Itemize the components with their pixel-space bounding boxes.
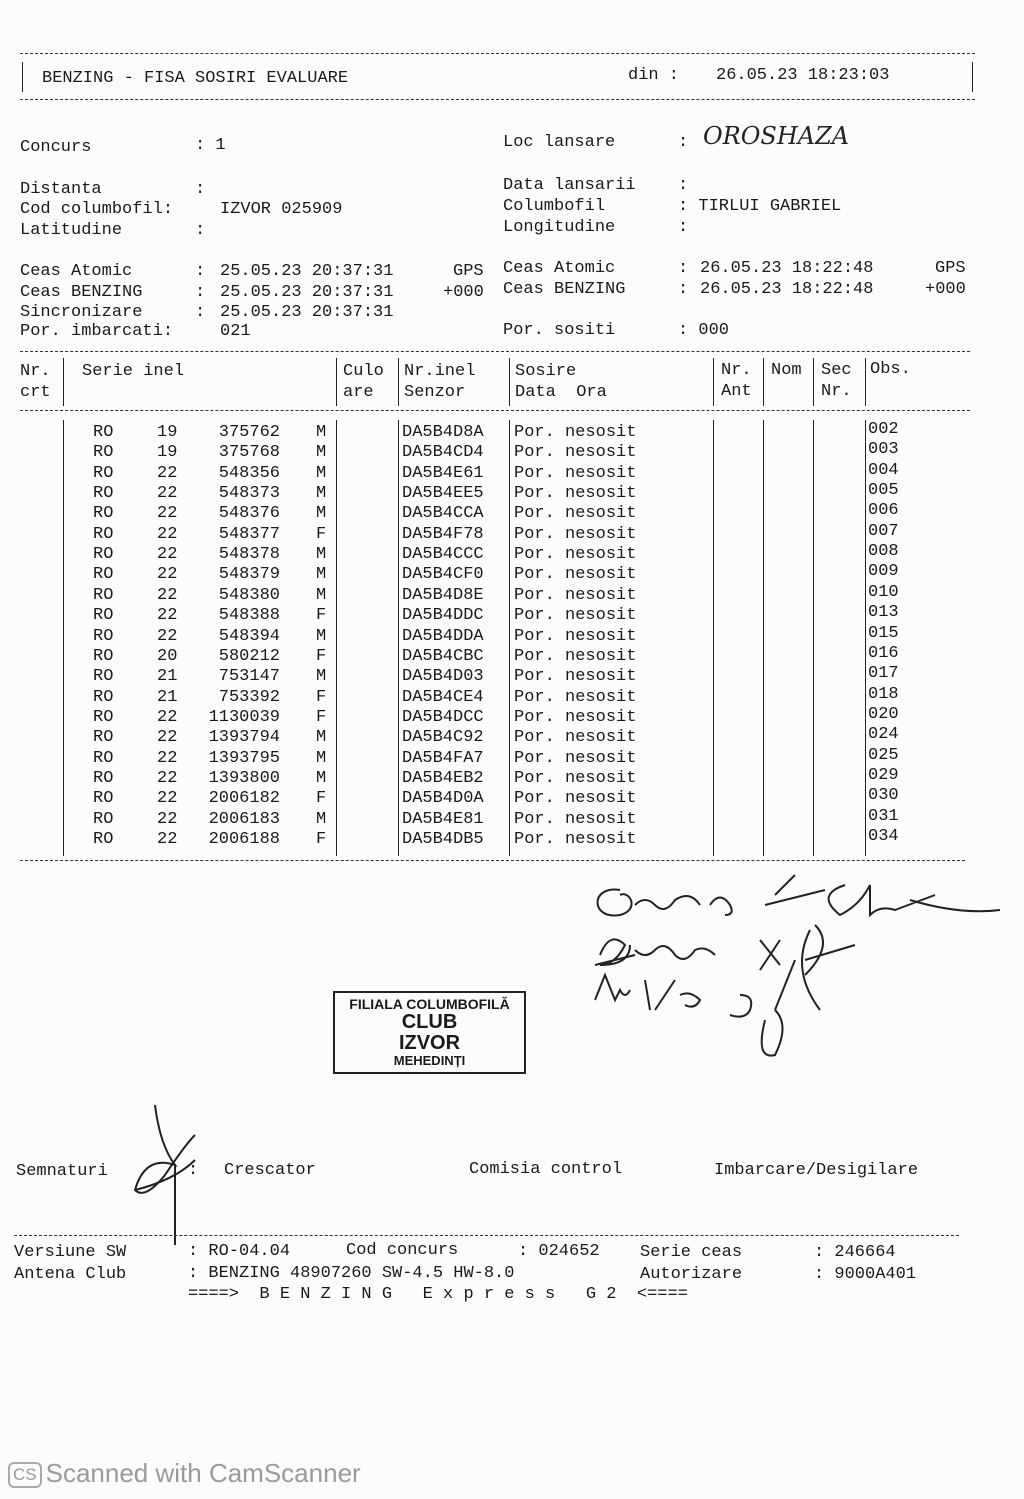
ring-year: 22	[157, 524, 178, 544]
ring-year: 22	[157, 463, 178, 483]
clock-sep: :	[195, 262, 206, 281]
sex: M	[316, 585, 327, 605]
columbofil-value: : TIRLUI GABRIEL	[678, 197, 842, 216]
clock-suffix: +000	[925, 279, 966, 299]
columbofil-name: TIRLUI GABRIEL	[698, 197, 842, 216]
arrival-status: Por. nesosit	[514, 606, 637, 626]
obs-value: 009	[868, 562, 899, 582]
table-row	[0, 542, 1000, 565]
clock-value: 25.05.23 20:37:31	[220, 262, 394, 281]
antena-value: : BENZING 48907260 SW-4.5 HW-8.0	[188, 1264, 515, 1283]
table-border-top	[20, 351, 970, 352]
ring-number: 548378	[218, 545, 280, 565]
sex: F	[316, 707, 327, 727]
footer-separator	[14, 1235, 959, 1236]
table-row	[0, 786, 1000, 809]
obs-value: 008	[868, 542, 899, 562]
arrival-status: Por. nesosit	[514, 524, 637, 544]
sensor-id: DA5B4D0A	[402, 789, 484, 809]
arrival-status: Por. nesosit	[514, 748, 637, 768]
obs-value: 010	[868, 582, 899, 602]
ring-country: RO	[93, 809, 114, 829]
ring-number: 548394	[218, 626, 280, 646]
th-sec: Sec	[821, 361, 852, 380]
arrival-status: Por. nesosit	[514, 565, 637, 585]
sositi-number: 000	[698, 321, 730, 340]
table-border-bottom	[20, 860, 965, 861]
th-nom: Nom	[771, 361, 802, 380]
th-senzor: Senzor	[404, 383, 466, 402]
clock-label: Ceas BENZING	[503, 279, 626, 299]
header-border-bottom	[20, 99, 975, 100]
autorizare-value: : 9000A401	[814, 1265, 917, 1284]
ring-country: RO	[93, 646, 114, 666]
semnaturi-sep: :	[188, 1161, 199, 1180]
benzing-express-banner: ====> B E N Z I N G E x p r e s s G 2 <====	[188, 1285, 688, 1304]
ring-country: RO	[93, 768, 114, 788]
sensor-id: DA5B4D8E	[402, 585, 484, 605]
ring-country: RO	[93, 728, 114, 748]
sensor-id: DA5B4DB5	[402, 830, 484, 849]
versiune-label: Versiune SW	[14, 1243, 127, 1262]
obs-value: 015	[868, 623, 899, 643]
concurs-value: : 1	[195, 136, 226, 155]
cod-columbofil-value: IZVOR 025909	[220, 200, 343, 219]
sex: M	[316, 484, 327, 504]
distanta-sep: :	[195, 180, 206, 199]
column-divider-sec	[865, 358, 866, 406]
sex: M	[316, 728, 327, 748]
sensor-id: DA5B4CE4	[402, 687, 484, 707]
ring-year: 22	[157, 565, 178, 585]
longitudine-sep: :	[678, 218, 689, 237]
ring-number: 375762	[218, 423, 280, 442]
obs-value: 034	[868, 827, 899, 846]
clock-label: Sincronizare	[20, 303, 143, 322]
ring-country: RO	[93, 463, 114, 483]
table-row	[0, 521, 1000, 545]
table-header-separator	[20, 410, 970, 411]
column-divider-nom	[813, 358, 814, 406]
concurs-number: 1	[215, 136, 226, 155]
arrival-status: Por. nesosit	[514, 626, 637, 646]
data-lansarii-sep: :	[678, 176, 689, 195]
versiune-value: : RO-04.04	[188, 1242, 291, 1261]
ring-number: 580212	[218, 646, 280, 666]
sensor-id: DA5B4CD4	[402, 443, 484, 463]
th-crt: crt	[20, 383, 51, 402]
obs-value: 031	[868, 806, 899, 826]
sensor-id: DA5B4CBC	[402, 646, 484, 666]
ring-country: RO	[93, 504, 114, 524]
clock-sep: :	[195, 303, 206, 322]
ring-year: 22	[157, 484, 178, 504]
ring-year: 21	[157, 667, 178, 687]
ring-number: 2006188	[208, 830, 280, 849]
ring-number: 548377	[218, 524, 280, 544]
obs-value: 025	[868, 745, 899, 765]
ring-country: RO	[93, 585, 114, 605]
ring-year: 21	[157, 687, 178, 707]
sensor-id: DA5B4E61	[402, 463, 484, 483]
sensor-id: DA5B4EB2	[402, 768, 484, 788]
th-obs: Obs.	[870, 360, 911, 379]
camscanner-text: Scanned with CamScanner	[45, 1458, 361, 1488]
th-nr: Nr.	[20, 362, 51, 381]
sex: M	[316, 423, 327, 442]
document-title: BENZING - FISA SOSIRI EVALUARE	[42, 69, 349, 88]
th-nr-inel: Nr.inel	[404, 362, 476, 381]
obs-value: 006	[868, 501, 899, 521]
obs-value: 003	[868, 440, 899, 460]
din-label: din :	[628, 66, 680, 85]
sex: M	[316, 463, 327, 483]
sex: M	[316, 667, 327, 687]
table-row	[0, 745, 1000, 769]
clock-suffix: +000	[443, 282, 484, 302]
cod-concurs-value: : 024652	[518, 1242, 600, 1261]
column-divider-serie	[336, 358, 337, 406]
ring-country: RO	[93, 423, 114, 442]
arrival-status: Por. nesosit	[514, 687, 637, 707]
ring-year: 22	[157, 707, 178, 727]
column-divider-senzor	[509, 358, 510, 406]
ring-year: 22	[157, 728, 178, 748]
sex: M	[316, 504, 327, 524]
sex: F	[316, 646, 327, 666]
th-serie-inel: Serie inel	[82, 362, 185, 381]
semnaturi-label: Semnaturi	[16, 1162, 108, 1181]
ring-year: 22	[157, 626, 178, 646]
sex: F	[316, 606, 327, 626]
stamp-line-3: IZVOR	[398, 1032, 461, 1054]
ring-country: RO	[93, 443, 114, 463]
arrival-status: Por. nesosit	[514, 809, 637, 829]
obs-value: 020	[868, 704, 899, 724]
ring-year: 19	[157, 423, 178, 442]
table-row	[0, 603, 1000, 626]
sensor-id: DA5B4DDA	[402, 626, 484, 646]
print-datetime: 26.05.23 18:23:03	[716, 66, 890, 85]
clock-label: Ceas Atomic	[20, 262, 133, 281]
obs-value: 017	[868, 664, 899, 684]
sositi-value: : 000	[678, 321, 730, 340]
arrival-status: Por. nesosit	[514, 504, 637, 524]
cod-concurs-label: Cod concurs	[346, 1241, 459, 1260]
ring-number: 548356	[218, 463, 280, 483]
table-row	[0, 806, 1000, 830]
arrival-status: Por. nesosit	[514, 646, 637, 666]
table-row	[0, 704, 1000, 728]
imbarcati-label: Por. imbarcati:	[20, 322, 174, 341]
ring-number: 548373	[218, 484, 280, 504]
cod-columbofil-label: Cod columbofil:	[20, 200, 174, 219]
ring-year: 22	[157, 606, 178, 626]
obs-value: 029	[868, 765, 899, 785]
ring-country: RO	[93, 687, 114, 707]
loc-lansare-handwritten: OROSHAZA	[703, 122, 850, 150]
obs-value: 013	[868, 603, 899, 623]
ring-number: 548388	[218, 606, 280, 626]
crescator-label: Crescator	[224, 1161, 316, 1180]
sex: M	[316, 748, 327, 768]
arrival-status: Por. nesosit	[514, 707, 637, 727]
ring-number: 753392	[218, 687, 280, 707]
column-divider-culoare	[398, 358, 399, 406]
imbarcare-label: Imbarcare/Desigilare	[714, 1161, 919, 1180]
data-lansarii-label: Data lansarii	[503, 176, 636, 195]
sex: M	[316, 443, 327, 463]
table-row	[0, 501, 1000, 524]
sex: F	[316, 830, 327, 849]
loc-lansare-label: Loc lansare	[503, 133, 616, 152]
th-nr-ant: Nr.	[721, 361, 752, 380]
sensor-id: DA5B4CF0	[402, 565, 484, 585]
ring-year: 22	[157, 748, 178, 768]
ring-number: 2006182	[208, 789, 280, 809]
loc-sep: :	[678, 133, 689, 152]
table-row	[0, 643, 1000, 667]
sensor-id: DA5B4D03	[402, 667, 484, 687]
ring-year: 19	[157, 443, 178, 463]
table-row	[0, 420, 1000, 443]
arrival-status: Por. nesosit	[514, 585, 637, 605]
ring-country: RO	[93, 830, 114, 849]
ring-number: 1393795	[208, 748, 280, 768]
obs-value: 002	[868, 420, 899, 439]
header-border-left	[22, 62, 23, 92]
header-border-top	[20, 53, 975, 54]
column-divider-nr	[63, 358, 64, 406]
th-ant: Ant	[721, 382, 752, 401]
ring-number: 1393800	[208, 768, 280, 788]
table-row	[0, 684, 1000, 708]
latitudine-label: Latitudine	[20, 221, 123, 240]
ring-number: 548379	[218, 565, 280, 585]
ring-country: RO	[93, 606, 114, 626]
sensor-id: DA5B4F78	[402, 524, 484, 544]
ring-number: 548380	[218, 585, 280, 605]
clock-value: 26.05.23 18:22:48	[700, 279, 874, 299]
arrival-status: Por. nesosit	[514, 443, 637, 463]
ring-year: 22	[157, 789, 178, 809]
ring-country: RO	[93, 545, 114, 565]
table-row	[0, 582, 1000, 606]
table-row	[0, 481, 1000, 504]
arrival-status: Por. nesosit	[514, 789, 637, 809]
table-row	[0, 460, 1000, 484]
sensor-id: DA5B4FA7	[402, 748, 484, 768]
clock-sep: :	[678, 279, 689, 299]
table-row	[0, 562, 1000, 585]
obs-value: 018	[868, 684, 899, 704]
ring-country: RO	[93, 789, 114, 809]
sex: M	[316, 809, 327, 829]
ring-country: RO	[93, 626, 114, 646]
sex: M	[316, 545, 327, 565]
sex: F	[316, 524, 327, 544]
stamp-line-2: CLUB	[401, 1011, 458, 1033]
clock-label: Ceas Atomic	[503, 259, 616, 278]
ring-country: RO	[93, 748, 114, 768]
arrival-status: Por. nesosit	[514, 768, 637, 788]
ring-year: 22	[157, 585, 178, 605]
table-row	[0, 725, 1000, 748]
sensor-id: DA5B4CCC	[402, 545, 484, 565]
sex: M	[316, 565, 327, 585]
ring-year: 20	[157, 646, 178, 666]
sex: F	[316, 789, 327, 809]
ring-year: 22	[157, 830, 178, 849]
sensor-id: DA5B4DCC	[402, 707, 484, 727]
columbofil-label: Columbofil	[503, 197, 606, 216]
serie-ceas-label: Serie ceas	[640, 1243, 743, 1262]
sensor-id: DA5B4C92	[402, 728, 484, 748]
ring-country: RO	[93, 524, 114, 544]
clock-value: 26.05.23 18:22:48	[700, 259, 874, 278]
clock-sep: :	[195, 282, 206, 302]
sensor-id: DA5B4E81	[402, 809, 484, 829]
obs-value: 004	[868, 460, 899, 480]
camscanner-logo: CS	[8, 1462, 42, 1488]
sex: F	[316, 687, 327, 707]
arrival-status: Por. nesosit	[514, 423, 637, 442]
distanta-label: Distanta	[20, 180, 102, 199]
th-culo: Culo	[343, 362, 384, 381]
th-are: are	[343, 383, 374, 402]
obs-value: 005	[868, 481, 899, 501]
ring-year: 22	[157, 504, 178, 524]
sositi-label: Por. sositi	[503, 321, 616, 340]
table-row	[0, 664, 1000, 687]
th-sec-nr: Nr.	[821, 382, 852, 401]
ring-year: 22	[157, 545, 178, 565]
ring-number: 548376	[218, 504, 280, 524]
comisia-label: Comisia control	[469, 1160, 623, 1179]
ring-number: 375768	[218, 443, 280, 463]
clock-sep: :	[678, 259, 689, 278]
arrival-status: Por. nesosit	[514, 545, 637, 565]
column-divider-nr-ant	[763, 358, 764, 406]
arrival-status: Por. nesosit	[514, 463, 637, 483]
sex: M	[316, 626, 327, 646]
ring-country: RO	[93, 565, 114, 585]
th-data-ora: Data Ora	[515, 383, 607, 402]
arrival-status: Por. nesosit	[514, 830, 637, 849]
arrival-status: Por. nesosit	[514, 728, 637, 748]
ring-number: 753147	[218, 667, 280, 687]
ring-country: RO	[93, 667, 114, 687]
longitudine-label: Longitudine	[503, 218, 616, 237]
imbarcati-value: 021	[220, 322, 251, 341]
table-row	[0, 827, 1000, 850]
table-row	[0, 765, 1000, 789]
ring-year: 22	[157, 809, 178, 829]
stamp-line-1: FILIALA COLUMBOFILĂ	[349, 996, 510, 1012]
autorizare-label: Autorizare	[640, 1265, 743, 1284]
obs-value: 030	[868, 786, 899, 806]
ring-number: 1130039	[208, 707, 280, 727]
th-sosire: Sosire	[515, 362, 577, 381]
clock-suffix: GPS	[453, 262, 484, 281]
sex: M	[316, 768, 327, 788]
latitudine-sep: :	[195, 221, 206, 240]
sensor-id: DA5B4EE5	[402, 484, 484, 504]
table-row	[0, 440, 1000, 463]
ring-country: RO	[93, 707, 114, 727]
obs-value: 007	[868, 521, 899, 541]
obs-value: 024	[868, 725, 899, 745]
ring-country: RO	[93, 484, 114, 504]
stamp-line-4: MEHEDINȚI	[393, 1053, 466, 1068]
clock-suffix: GPS	[935, 259, 966, 278]
ring-number: 2006183	[208, 809, 280, 829]
concurs-label: Concurs	[20, 138, 92, 157]
camscanner-watermark	[8, 1458, 361, 1489]
ring-number: 1393794	[208, 728, 280, 748]
sensor-id: DA5B4D8A	[402, 423, 484, 442]
sensor-id: DA5B4CCA	[402, 504, 484, 524]
handwritten-signatures	[580, 870, 1010, 1080]
ring-year: 22	[157, 768, 178, 788]
clock-value: 25.05.23 20:37:31	[220, 303, 394, 322]
sensor-id: DA5B4DDC	[402, 606, 484, 626]
obs-value: 016	[868, 643, 899, 663]
arrival-status: Por. nesosit	[514, 484, 637, 504]
serie-ceas-value: : 246664	[814, 1243, 896, 1262]
column-divider-sosire	[713, 358, 714, 406]
clock-value: 25.05.23 20:37:31	[220, 282, 394, 302]
clock-label: Ceas BENZING	[20, 282, 143, 302]
antena-label: Antena Club	[14, 1265, 127, 1284]
arrival-status: Por. nesosit	[514, 667, 637, 687]
table-row	[0, 623, 1000, 647]
club-stamp	[333, 991, 526, 1074]
header-border-right	[972, 62, 973, 92]
